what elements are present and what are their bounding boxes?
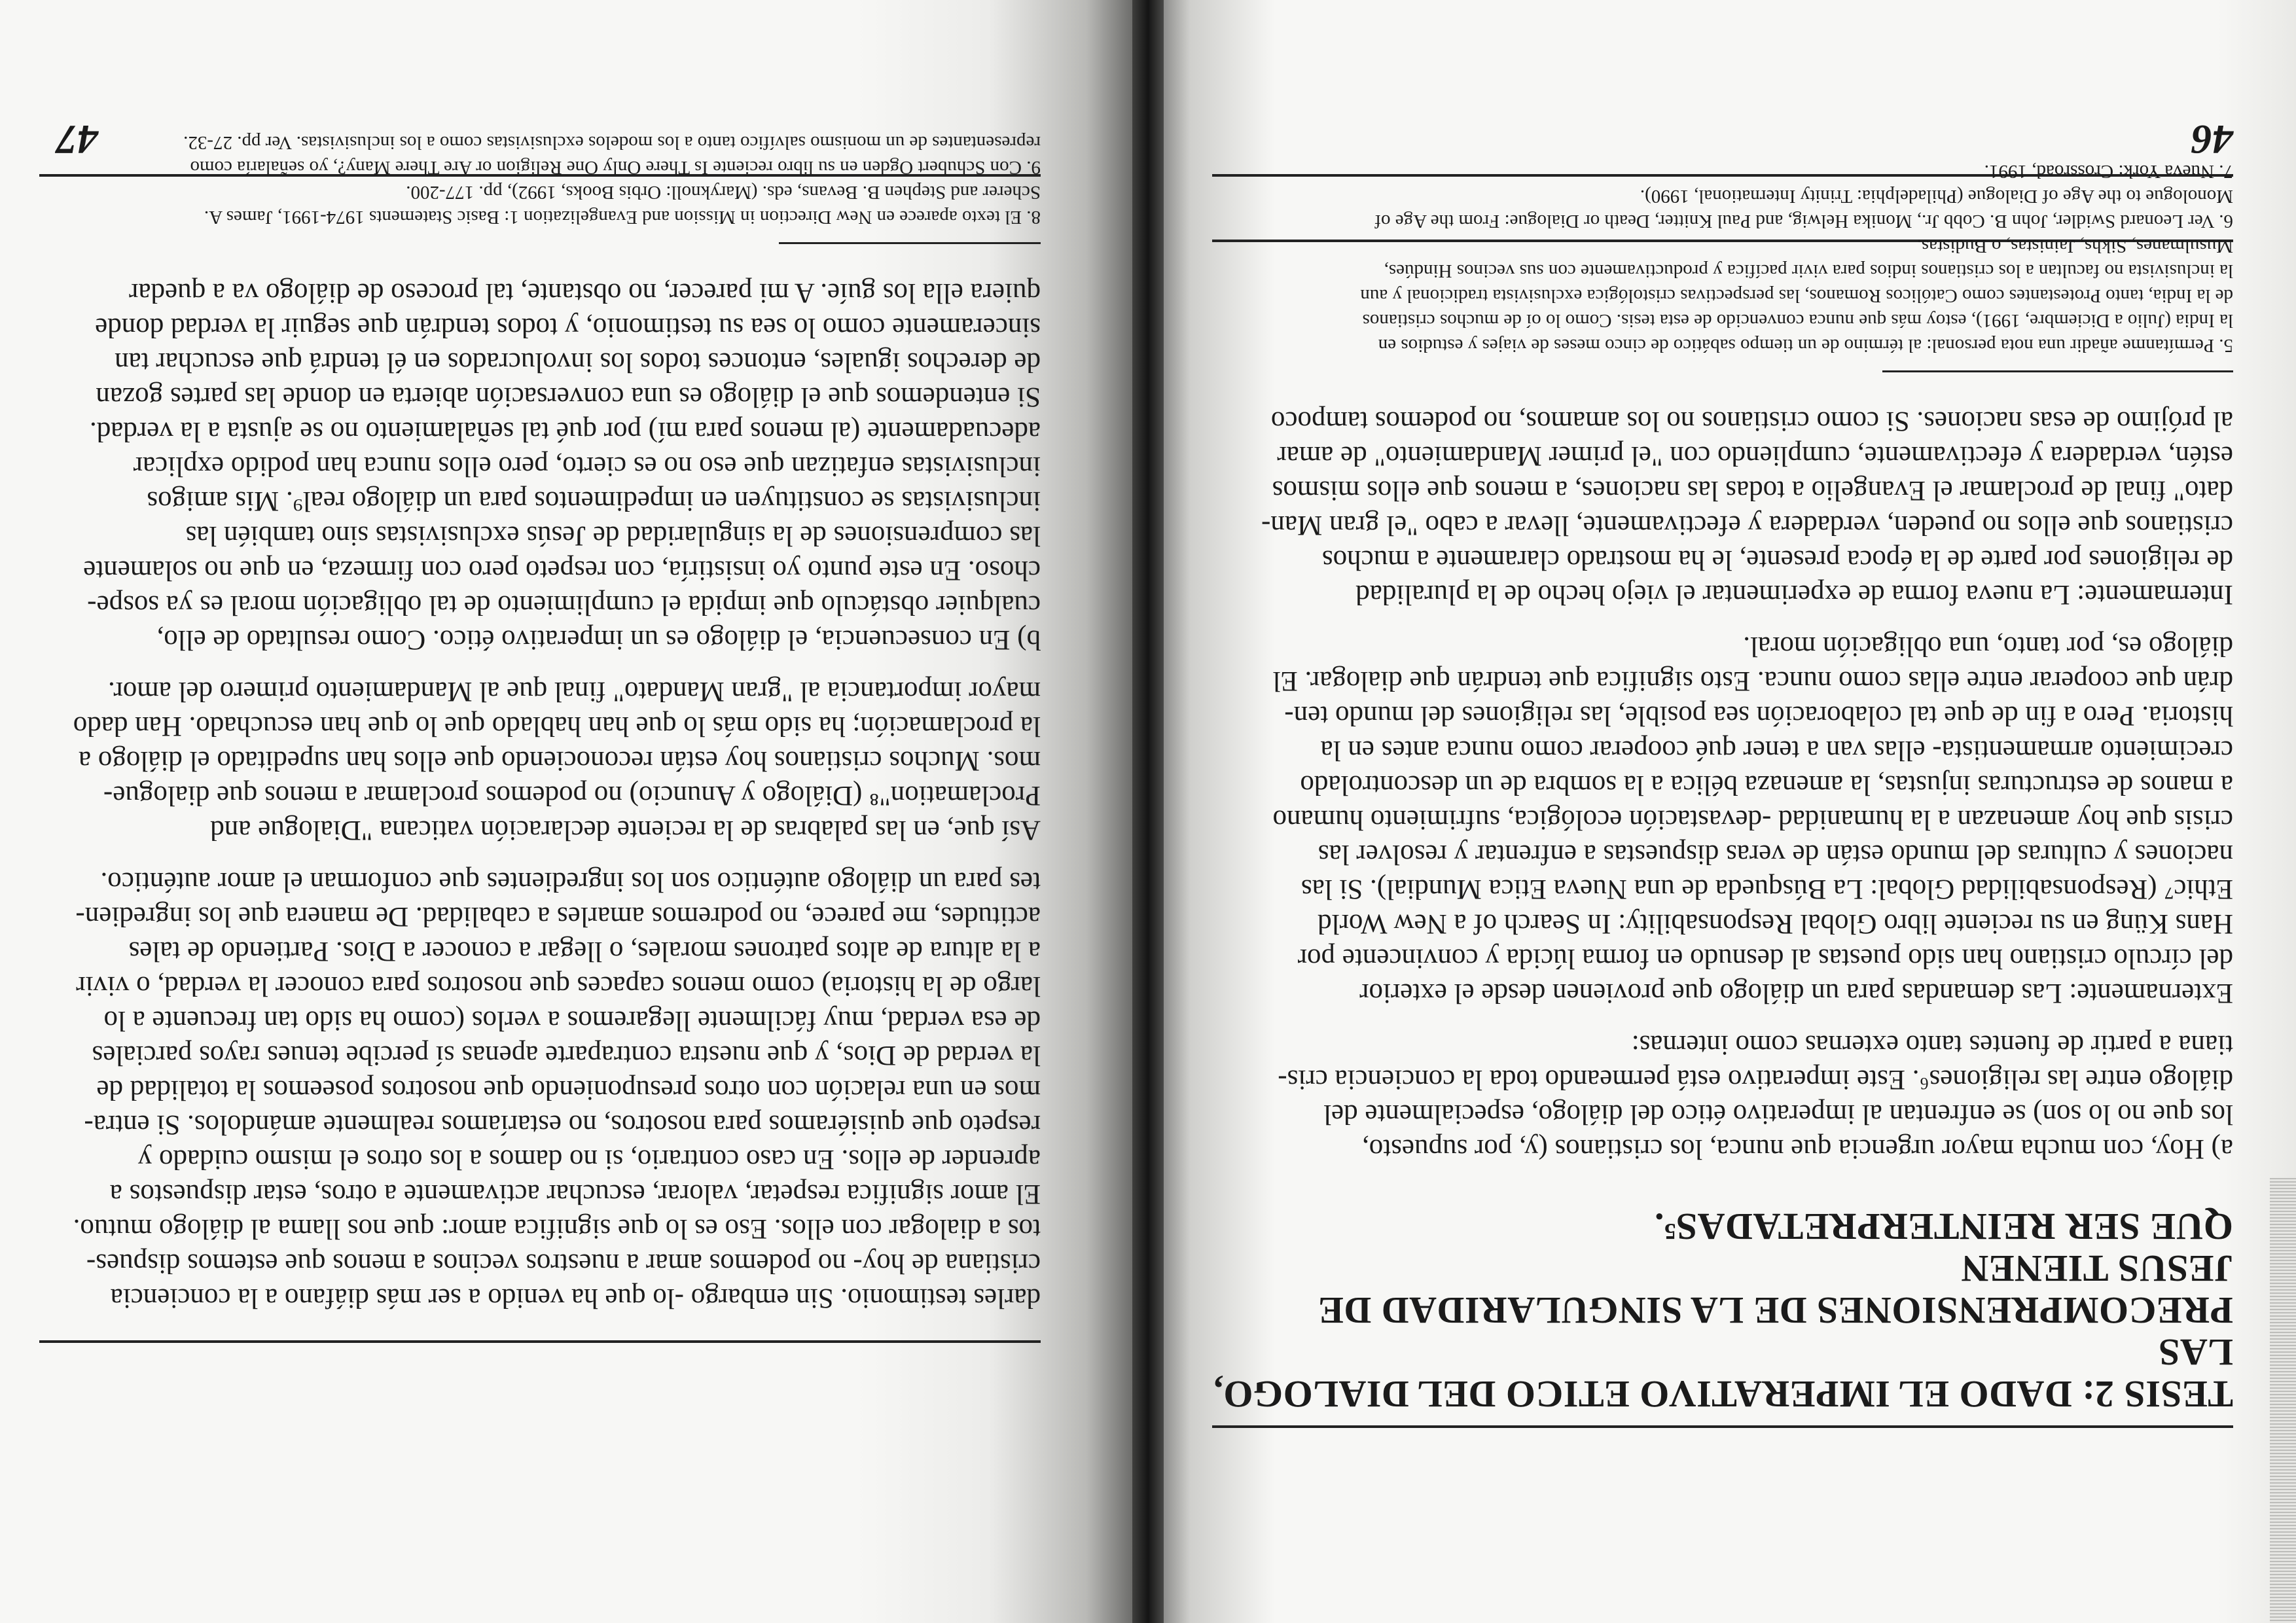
footnotes bbox=[1212, 159, 2233, 358]
body-text bbox=[1212, 404, 2233, 1166]
text-line: la proclamación; ha sido más lo que han hablado que lo que han escuchado. Han dado bbox=[73, 711, 1041, 741]
text-line: El amor significa respetar, valorar, escuchar activamente a otros, estar dispuestos a bbox=[109, 1179, 1041, 1209]
text-line: tos a dialogar con ellos. Eso es lo que significa amor: que nos llama al diálogo mutuo. bbox=[73, 1213, 1041, 1244]
footnote-line: Scherer and Stephen B. Bevans, eds. (Maryknoll: Orbis Books, 1992), pp. 177-200. bbox=[406, 182, 1041, 203]
text-line: cristiana de hoy- no podemos amar a nuestros vecinos a menos que estemos dispues- bbox=[86, 1248, 1041, 1279]
text-line: mayor importancia al "gran Mandato" final que al Mandamiento primero del amor. bbox=[108, 676, 1041, 707]
text-line: historia. Pero a fin de que tal colaboración sea posible, las religiones del mundo ten- bbox=[1284, 700, 2233, 731]
text-line: cristianos que ellos no pueden, verdadera y efectivamente, llevar a cabo "el gran Man- bbox=[1261, 510, 2233, 541]
text-line: de derechos iguales, entonces todos los involucrados en él tendrá que escuchar tan bbox=[115, 347, 1041, 378]
footnotes bbox=[39, 130, 1041, 230]
text-line: adecuadamente (al menos para mí) por qué tal señalamiento no se ajusta a la verdad. bbox=[89, 416, 1041, 447]
text-line: inclusivistas enfatizan que eso no es cierto, pero ellos nunca han podido explicar bbox=[133, 451, 1041, 482]
text-line: Hans Küng en su reciente libro Global Responsability: In Search of a New World bbox=[1318, 908, 2233, 939]
section-heading bbox=[1212, 1205, 2233, 1415]
footnote-line: 8. El texto aparece en New Direction in Mission and Evangelization 1: Basic Statements 1974-1991, James A. bbox=[204, 207, 1041, 228]
text-line: mos. Muchos cristianos hoy están reconociendo que ellos han supeditado el diálogo a bbox=[78, 745, 1041, 776]
text-line: del círculo cristiano han sido puestas al desnudo en forma lúcida y convincente por bbox=[1297, 943, 2233, 974]
page-number: 46 bbox=[2191, 116, 2233, 163]
text-line: respeto que quisiéramos para nosotros, no estaríamos realmente amándolos. Si entra- bbox=[84, 1109, 1041, 1140]
text-line: b) En consecuencia, el diálogo es un imperativo ético. Como resultado de ello, bbox=[156, 624, 1041, 655]
text-line: cualquier obstáculo que impida el cumplimiento de tal obligación moral es ya sospe- bbox=[87, 590, 1041, 620]
text-line: Externamente: Las demandas para un diálogo que provienen desde el exterior bbox=[1359, 978, 2233, 1008]
text-line: a la altura de altos patrones morales, o llegar a conocer a Dios. Partiendo de tales bbox=[128, 936, 1041, 967]
text-line: tes para un diálogo auténtico son los ingredientes que conforman el amor auténtico. bbox=[100, 866, 1041, 897]
footnote-line: Musulmanes, Sikhs, Jainistas, o Budistas. bbox=[1916, 236, 2233, 257]
text-line: sinceramente como lo sea su testimonio, y todos tendrán que seguir la verdad donde bbox=[95, 312, 1041, 343]
footnote-line: la India (Julio a Diciembre, 1991), estoy más que nunca convencido de esta tesis. Como lo oí de muchos cristianos bbox=[1362, 310, 2233, 331]
text-line: crecimiento armamentista- ellas van a tener qué cooperar como nunca antes en la bbox=[1320, 735, 2233, 766]
text-line: de religiones por parte de la época presente, le ha mostrado claramente a muchos bbox=[1321, 544, 2233, 575]
page-edge-stack bbox=[2270, 1178, 2296, 1623]
text-line: a manos de estructuras injustas, la amenaza bélica a la sombra de un descontrolado bbox=[1300, 770, 2233, 800]
footnote-line: 7. Nueva York: Crossroad, 1991. bbox=[1984, 161, 2233, 182]
text-line: darles testimonio. Sin embargo -lo que ha venido a ser más diáfano a la conciencia bbox=[110, 1283, 1041, 1313]
footnote-line: 5. Permítanme añadir una nota personal: al término de un tiempo sabático de cinco meses de viajes y estudios en bbox=[1378, 335, 2233, 356]
text-line: dato" final de proclamar el Evangelio a todas las naciones, a menos que ellos mismos bbox=[1272, 475, 2233, 506]
text-line: Así que, en las palabras de la reciente declaración vaticana "Dialogue and bbox=[210, 815, 1041, 846]
text-line: inclusivistas se constituyen en impedimentos para un diálogo real⁹. Mis amigos bbox=[147, 486, 1041, 516]
footnote-line: Monologue to the Age of Dialogue (Philadelphia: Trinity International, 1990). bbox=[1640, 186, 2233, 207]
text-line: diálogo es, por tanto, una obligación moral. bbox=[1743, 631, 2233, 662]
book-gutter bbox=[1132, 0, 1164, 1623]
text-line: choso. En este punto yo insistiría, con respeto pero con firmeza, en que no solamente bbox=[83, 555, 1041, 586]
text-line: tiana a partir de fuentes tanto externas como internas: bbox=[1631, 1029, 2233, 1060]
text-line: largo de la historia) como menos capaces que nosotros para conocer la verdad, o vivir bbox=[76, 971, 1041, 1001]
text-line: las comprensiones de la singularidad de Jesús exclusivistas sino también las bbox=[185, 520, 1041, 551]
text-line: drán que cooperar entre ellas como nunca. Esto significa que tendrán que dialogar. El bbox=[1272, 666, 2233, 696]
footnote-rule bbox=[779, 242, 1041, 244]
heading-rule bbox=[1212, 1425, 2233, 1428]
page-number: 47 bbox=[56, 116, 98, 163]
text-line: Si entendemos que el diálogo es una conversación abierta en donde las partes gozan bbox=[96, 382, 1041, 412]
text-line: al prójimo de esas naciones. Si como cristianos no los amamos, no podemos tampoco bbox=[1270, 406, 2233, 437]
text-line: aprender de ellos. En caso contrario, si no damos a los otros el mismo cuidado y bbox=[137, 1144, 1041, 1175]
text-line: crisis que hoy amenazan a la humanidad -devastación ecológica, sufrimiento humano bbox=[1272, 804, 2233, 835]
text-line: diálogo entre las religiones⁶. Este imperativo está permeando toda la conciencia cris- bbox=[1278, 1064, 2233, 1095]
text-line: Proclamation"⁸ (Diálogo y Anuncio) no podemos proclamar a menos que dialogue- bbox=[103, 780, 1041, 811]
text-line: actitudes, me parece, no podremos amarles a cabalidad. De manera que los ingredien- bbox=[75, 901, 1041, 932]
text-line: Internamente: La nueva forma de experimentar el viejo hecho de la pluralidad bbox=[1355, 579, 2233, 610]
text-line: quiera ella los guíe. A mi parecer, no obstante, tal proceso de diálogo va a quedar bbox=[129, 277, 1041, 308]
text-line: naciones y culturas del mundo están de veras dispuestas a enfrentar y resolver las bbox=[1318, 839, 2233, 870]
text-line: a) Hoy, con mucha mayor urgencia que nunca, los cristianos (y, por supuesto, bbox=[1361, 1133, 2233, 1164]
footnote-line: 6. Ver Leonard Swidler, John B. Cobb Jr., Monika Helwig, and Paul Knitter, Death or Dialogue: From the Age of bbox=[1374, 211, 2233, 232]
footnote-line: 9. Con Schubert Ogden en su libro reciente Is There Only One Religion or Are There Many?, yo señalaría como bbox=[190, 157, 1041, 178]
body-text bbox=[39, 276, 1041, 1315]
footnote-rule bbox=[1882, 370, 2233, 372]
text-line: la verdad de Dios, y que nuestra contraparte apenas sí percibe tenues rayos parciales bbox=[92, 1040, 1041, 1071]
heading-line: TESIS 2: DADO EL IMPERATIVO ETICO DEL DIALOGO, LAS bbox=[1213, 1331, 2233, 1416]
heading-line: PRECOMPRENSIONES DE LA SINGULARIDAD DE JESUS TIENEN bbox=[1318, 1247, 2233, 1332]
text-line: los que no lo son) se enfrentan al imperativo ético del diálogo, especialmente del bbox=[1323, 1099, 2233, 1130]
footnote-line: la inclusivista no facultan a los cristianos indios para vivir pacífica y productivamente con sus vecinos Hindúes, bbox=[1384, 260, 2233, 281]
footnote-line: de la India, tanto Protestantes como Católicos Romanos, las perspectivas cristológica exclusivista tradicional y aun bbox=[1360, 285, 2233, 306]
heading-line: QUE SER REINTERPRETADAS⁵. bbox=[1654, 1205, 2233, 1248]
text-line: estén, verdadera y efectivamente, cumpliendo con "el primer Mandamiento" de amar bbox=[1277, 440, 2233, 471]
text-line: Ethic⁷ (Responsabilidad Global: La Búsqueda de una Nueva Etica Mundial). Si las bbox=[1300, 874, 2233, 904]
page-46 bbox=[1164, 0, 2296, 1623]
text-line: mos en una relación con otros presuponiendo que nosotros poseemos la totalidad de bbox=[96, 1075, 1041, 1105]
footnote-line: representantes de un monismo salvífico tanto a los modelos exclusivistas como a los inclusivistas. Ver pp. 27-32. bbox=[183, 132, 1041, 153]
text-line: de esa verdad, muy fácilmente llegaremos a verlos (como ha sido tan frecuente a lo bbox=[103, 1005, 1041, 1036]
top-rule bbox=[39, 1340, 1041, 1343]
page-47 bbox=[0, 0, 1132, 1623]
